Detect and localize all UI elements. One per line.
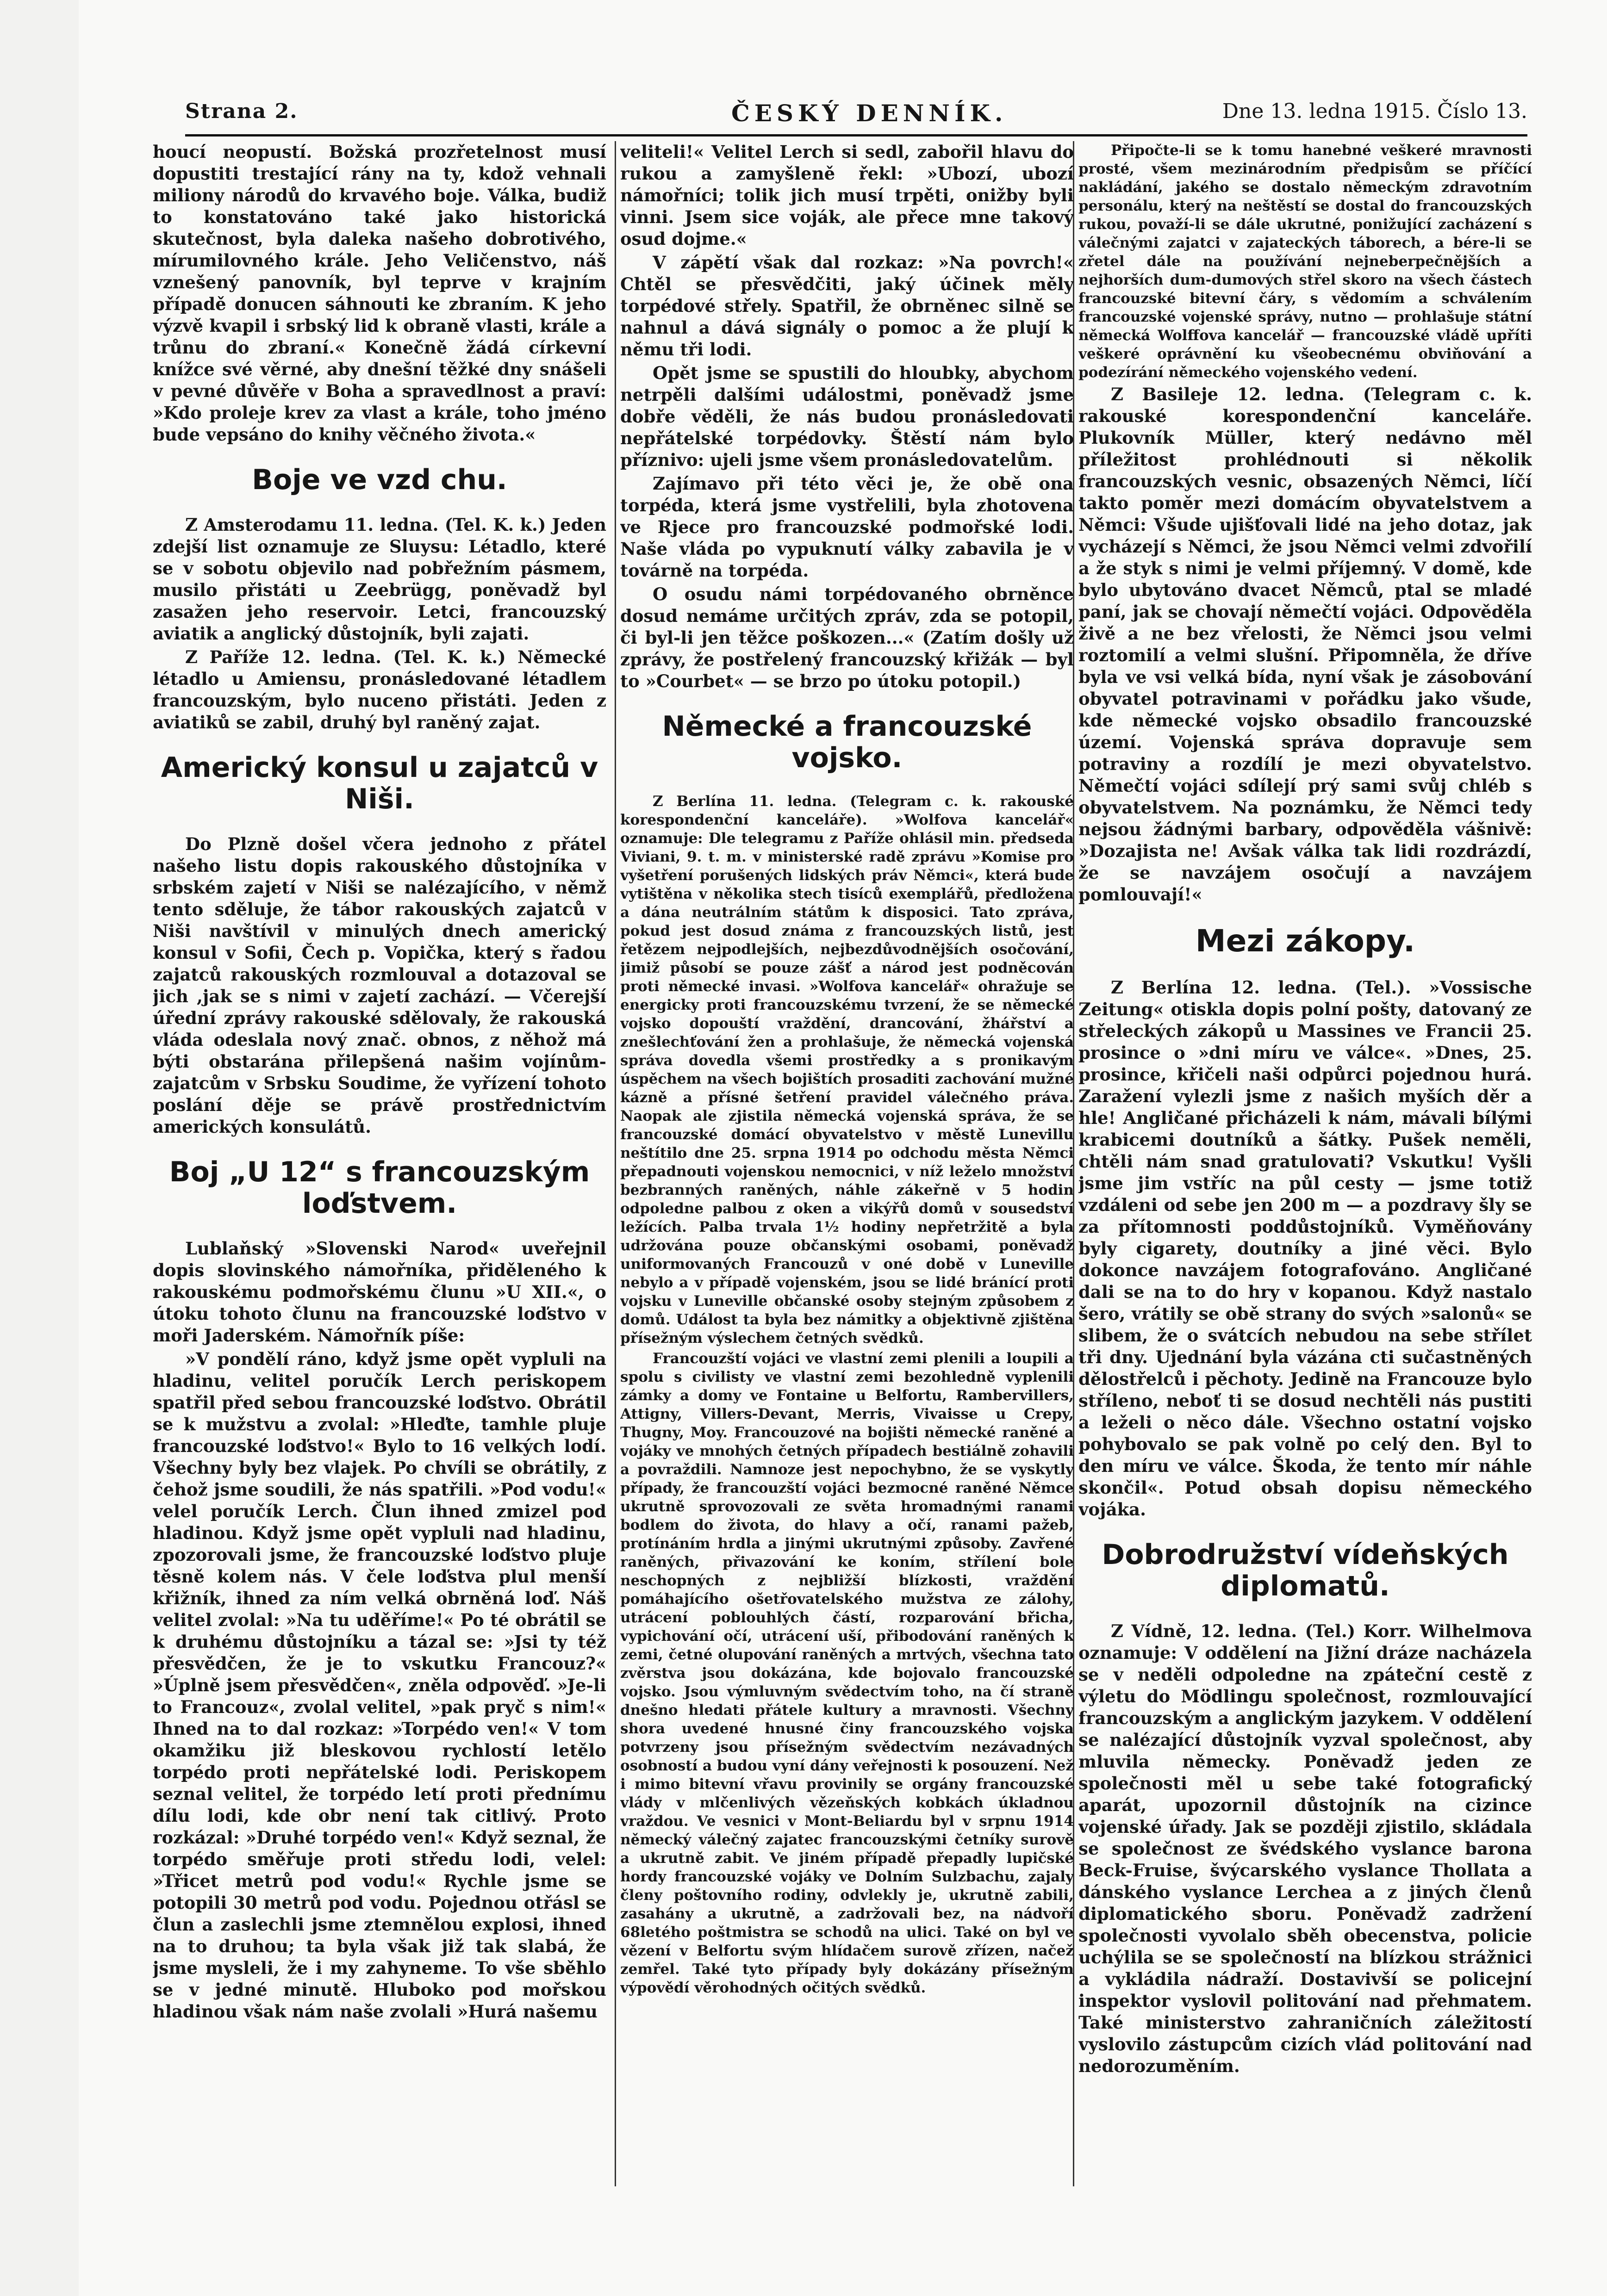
article-text: Z Basileje 12. ledna. (Telegram c. k. rakouské korespondenční kanceláře. Plukovník Müller, který nedávno měl příležitost prohlédnouti si několik francouzských vesnic, obsazených Němci, líčí takto poměr mezi domácím obyvatelstvem a Němci: Všude ujišťovali lidé na jeho dotaz, jak vycházejí s Němci, že jsou Němci velmi zdvořilí a že styk s nimi je velmi příjemný. V domě, kde bylo ubytováno dvacet Němců, ptal se mladé paní, jak se chovají němečtí vojáci. Odpověděla živě a ne bez vřelosti, že Němci jsou velmi roztomilí a velmi slušní. Připomněla, že dříve byla ve vsi velká bída, nyní však je zásobování obyvatel potravinami v pořádku jako všude, kde německé vojsko obsadilo francouzské území. Vojenská správa dopravuje sem potraviny a rozdílí je mezi obyvatelstvo. Němečtí vojáci sdílejí prý sami svůj chléb s obyvatelstvem. Na poznámku, že Němci tedy nejsou žádnými barbary, odpověděla vášnivě: »Dozajista ne! Avšak válka tak lidi rozdrázdí, že se navzájem osočují a navzájem pomlouvají!« [1078, 384, 1532, 905]
column-2 [620, 141, 1074, 2199]
article-text: V zápětí však dal rozkaz: »Na povrch!« Chtěl se přesvědčiti, jaký účinek měly torpédové střely. Spatřil, že obrněnec silně se nahnul a dává signály o pomoc a že plují k němu tři lodi. [620, 252, 1074, 360]
headline: Německé a francouzské vojsko. [662, 710, 1032, 774]
headline: Mezi zákopy. [1195, 923, 1415, 959]
page-header [185, 99, 1527, 127]
article-text: Z Berlína 12. ledna. (Tel.). »Vossische Zeitung« otiskla dopis polní pošty, datovaný ze střeleckých zákopů u Massines ve Francii 25. prosince o »dni míru ve válce«. »Dnes, 25. prosince, křičeli naši odpůrci pojednou hurá. Zaražení vylezli jsme z našich myších děr a hle! Angličané přicházeli k nám, mávali bílými krabicemi doutníků a šátky. Pušek neměli, chtěli nám snad gratulovati? Vskutku! Vyšli jsme jim vstříc na půl cesty — jsme totiž vzdáleni od sebe jen 200 m — a pozdravy šly se za přítomnosti poddůstojníků. Vyměňovány byly cigarety, doutníky a jiné věci. Bylo dokonce navzájem fotografováno. Angličané dali se na to do hry v kopanou. Když nastalo šero, vrátily se obě strany do svých »salonů« se slibem, že o svátcích nebudou na sebe střílet tři dny. Ujednání byla vázána cti sučastněných dělostřelců i pěchoty. Jedině na Francouze bylo stříleno, neboť ti se dosud nechtěli nás pustiti a leželi o něco dále. Všechno ostatní vojsko pohybovalo se pak volně po celý den. Byl to den míru ve válce. Škoda, že tento mír náhle skončil«. Potud obsah dopisu německého vojáka. [1078, 977, 1532, 1520]
column-1 [153, 141, 606, 2199]
scan-edge [0, 0, 79, 2296]
column-divider [615, 141, 616, 2186]
article-text: Z Berlína 11. ledna. (Telegram c. k. rakouské korespondenční kanceláře). »Wolfova kancelář« oznamuje: Dle telegramu z Paříže ohlásil min. předseda Viviani, 9. t. m. v ministerské radě zprávu »Komise pro vyšetření porušených lidských práv Němci«, která bude vytištěna v několika stech tisíců exemplářů, předložena a dána neutrálním státům k disposici. Tato zpráva, pokud jest dosud známa z francouzských listů, jest řetězem nejpodlejších, nejbezdůvodnějších osočování, jimiž působí se pouze zášť a národ jest podněcován proti německé invasi. »Wolfova kancelář« ohražuje se energicky proti francouzskému tvrzení, že se německé vojsko dopouští vraždění, drancování, žhářství a znešlechťování žen a prohlašuje, že německá vojenská správa dovedla všemi prostředky a s pronikavým úspěchem na všech bojištích prosaditi zachování mužné kázně a přísné šetření pravidel válečného práva. Naopak ale zjistila německá vojenská správa, že se francouzské domácí obyvatelstvo v městě Lunevillu neštítilo dne 25. srpna 1914 po odchodu města Němci přepadnouti vojenskou nemocnici, v níž leželo množství bezbranných raněných, náhle zákeřně v 5 hodin odpoledne palbou z oken a vikýřů domů v sousedství ležících. Palba trvala 1½ hodiny nepřetržitě a byla udržována pouze občanskými osobami, poněvadž uniformovaných Francouzů v oné době v Luneville nebylo a v případě vojenském, jsou se lidé bránící proti vojsku v Luneville občanské osoby stejným způsobem z domů. Událost ta byla bez námitky a objektivně zjištěna přísežným výslechem četných svědků. [620, 793, 1074, 1347]
headline: Dobrodružství vídeňských diplomatů. [1102, 1539, 1509, 1602]
issue-date: Dne 13. ledna 1915. Číslo 13. [1222, 99, 1527, 123]
headline: Boje ve vzd chu. [252, 464, 507, 496]
article-text: O osudu námi torpédovaného obrněnce dosud nemáme určitých zpráv, zda se potopil, či byl-li jen těžce poškozen...« (Zatím došly už zprávy, že postřelený francouzský křižák — byl to »Courbet« — se brzo po útoku potopil.) [620, 584, 1074, 691]
headline: Americký konsul u zajatců v Niši. [161, 751, 598, 815]
column-3 [1078, 141, 1532, 2199]
article-text: Do Plzně došel včera jednoho z přátel našeho listu dopis rakouského důstojníka v srbském zajetí v Niši se nalézajícího, v němž tento sděluje, že tábor rakouských zajatců v Niši navštívil v minulých dnech americký konsul v Sofii, Čech p. Vopička, který s řadou zajatců rakouských rozmlouval a dotazoval se jich ,jak se s nimi v zajetí zachází. — Včerejší úřední zprávy rakouské sdělovaly, že rakouská vláda odeslala nový znač. obnos, z něhož má býti obstarána přilepšená našim vojínům-zajatcům v Srbsku Soudime, že vyřízení tohoto poslání děje se právě prostřednictvím amerických konsulátů. [153, 834, 606, 1137]
article-text: veliteli!« Velitel Lerch si sedl, zabořil hlavu do rukou a zamyšleně řekl: »Ubozí, ubozí námořníci; tolik jich musí trpěti, onižby byli vinni. Jsem sice voják, ale přece mne takový osud dojme.« [620, 142, 1074, 249]
article-text: Lublaňský »Slovenski Narod« uveřejnil dopis slovinského námořníka, přiděleného k rakouskému podmořskému člunu »U XII.«, o útoku tohoto člunu na francouzské loďstvo v moři Jaderském. Námořník píše: [153, 1238, 606, 1346]
article-text: Francouzští vojáci ve vlastní zemi plenili a loupili a spolu s civilisty ve vlastní zemi bezohledně vyplenili zámky a domy ve Fontaine u Belfortu, Rambervillers, Attigny, Villers-Devant, Merris, Vivaisse u Crepy, Thugny, Moy. Francouzové na bojišti německé raněné a vojáky ve mnohých četných případech bestiálně zohavili a povraždili. Namnoze jest nepochybno, že se vyskytly případy, že francouzští vojáci bezmocné raněné Němce ukrutně sprovozovali ze světa hromadnými ranami bodlem do života, do hlavy a očí, ranami pažeb, protínáním hrdla a jinými ukrutnými způsoby. Zavřené raněných, přivazování ke koním, střílení bole neschopných z nejbližší blízkosti, vraždění pomáhajícího ošetřovatelského mužstva ze zálohy, utrácení poblouhlých částí, rozparování břicha, vypichování očí, utrácení uší, přibodování raněných k zemi, četné olupování raněných a mrtvých, všechna tato zvěrstva jsou dokázána, kde bojovalo francouzské vojsko. Jsou výmluvným svědectvím toho, na čí straně dnešno hledati přátele kultury a mravnosti. Všechny shora uvedené hnusné činy francouzského vojska potvrzeny jsou přísežným svědectvím nezávadných osobností a budou vyní dány veřejnosti k posouzení. Než i mimo bitevní vřavu provinily se orgány francouzské vlády v mlčenlivých vězeňských kobkách úkladnou vraždou. Ve vesnici v Mont-Beliardu byl v srpnu 1914 německý válečný zajatec francouzskými četníky surově a ukrutně zabit. Ve jiném případě přepadly lupičské hordy francouzské vojáky ve Dolním Sulzbachu, zajaly členy poštovního rodiny, odvlekly je, ukrutně zabili, zasahány a ukrutně, a zadržovali bez, na nádvoří 68letého poštmistra se schodů na ulici. Také on byl ve vězení v Belfortu svým hlídačem surově zřízen, načež zemřel. Také tyto případy byly dokázány přísežným výpovědí věrohodných očitých svědků. [620, 1350, 1074, 1996]
page-number: Strana 2. [185, 99, 298, 123]
article-text: Z Vídně, 12. ledna. (Tel.) Korr. Wilhelmova oznamuje: V oddělení na Jižní dráze nacházela se v neděli odpoledne na zpáteční cestě z výletu do Mödlingu společnost, rozmlouvající francouzským a anglickým jazykem. V oddělení se nalézající důstojník vyzval společnost, aby mluvila německy. Poněvadž jeden ze společnosti měl u sebe také fotografický aparát, upozornil důstojník na cizince vojenské úřady. Jak se později zjistilo, skládala se společnost ze švédského vyslance barona Beck-Fruise, švýcarského vyslance Thollata a dánského vyslance Lerchea a z jiných členů diplomatického sboru. Poněvadž zadržení společnosti vyvolalo sběh obecenstva, policie uchýlila se se společností na blízkou strážnici a vykládila nádraží. Dostavivší se policejní inspektor vyslovil politování nad přehmatem. Také ministerstvo zahraničních záležitostí vyslovilo zástupcům cizích vlád politování nad nedorozuměním. [1078, 1621, 1532, 2076]
headline: Boj „U 12“ s francouzským loďstvem. [169, 1156, 590, 1220]
article-text: Opět jsme se spustili do hloubky, abychom netrpěli dalšími událostmi, poněvadž jsme dobře věděli, že nás budou pronásledovati nepřátelské torpédovky. Štěstí nám bylo příznivo: ujeli jsme všem pronásledovatelům. [620, 363, 1074, 470]
article-text: »V pondělí ráno, když jsme opět vypluli na hladinu, velitel poručík Lerch periskopem spatřil před sebou francouzské loďstvo. Obrátil se k mužstvu a zvolal: »Hleďte, tamhle pluje francouzské loďstvo!« Bylo to 16 velkých lodí. Všechny byly bez vlajek. Po chvíli se obrátily, z čehož jsme soudili, že nás spatřili. »Pod vodu!« velel poručík Lerch. Člun ihned zmizel pod hladinou. Když jsme opět vypluli nad hladinu, zpozorovali jsme, že francouzské loďstvo pluje těsně kolem nás. V čele loďstva plul menší křižník, ihned za ním velká obrněná loď. Náš velitel zvolal: »Na tu uděříme!« Po té obrátil se k druhému důstojníku a tázal se: »Jsi ty též přesvědčen, že je to vskutku Francouz?« »Úplně jsem přesvědčen«, zněla odpověď. »Je-li to Francouz«, zvolal velitel, »pak pryč s nim!« Ihned na to dal rozkaz: »Torpédo ven!« V tom okamžiku již bleskovou rychlostí letělo torpédo proti nepřátelské lodi. Periskopem seznal velitel, že torpédo letí proti přednímu dílu lodi, kde obr není tak citlivý. Proto rozkázal: »Druhé torpédo ven!« Když seznal, že torpédo směřuje proti středu lodi, velel: »Třicet metrů pod vodu!« Rychle jsme se potopili 30 metrů pod vodu. Pojednou otřásl se člun a zaslechli jsme ztemnělou explosi, ihned na to druhou; ta byla však již tak slabá, že jsme mysleli, že i my zahyneme. To vše sběhlo se v jedné minutě. Hluboko pod mořskou hladinou však nám naše zvolali »Hurá našemu [153, 1349, 606, 2022]
header-rule [185, 134, 1527, 137]
article-text: Z Paříže 12. ledna. (Tel. K. k.) Německé létadlo u Amiensu, pronásledované létadlem francouzským, bylo nuceno přistáti. Jeden z aviatiků se zabil, druhý byl raněný zajat. [153, 647, 606, 732]
article-text: houcí neopustí. Božská prozřetelnost musí dopustiti trestající rány na ty, kdož vehnali miliony národů do krvavého boje. Válka, budiž to konstatováno také jako historická skutečnost, byla daleka našeho dobrotivého, mírumilovného krále. Jeho Veličenstvo, náš vznešený panovník, byl teprve v krajním případě donucen sáhnouti ke zbraním. K jeho výzvě kvapil i srbský lid k obraně vlasti, krále a trůnu do zbraní.« Konečně žádá církevní knížce své věrné, aby dnešní těžké dny snášeli v pevné důvěře v Boha a spravedlnost a praví: »Kdo proleje krev za vlast a krále, toho jméno bude vepsáno do knihy věčného života.« [153, 142, 606, 445]
article-text: Z Amsterodamu 11. ledna. (Tel. K. k.) Jeden zdejší list oznamuje ze Sluysu: Létadlo, které se v sobotu objevilo nad pobřežním pásmem, musilo přistáti u Zeebrügg, poněvadž byl zasažen jeho reservoir. Letci, francouzský aviatik a anglický důstojník, byli zajati. [153, 515, 606, 644]
article-text: Připočte-li se k tomu hanebné veškeré mravnosti prosté, všem mezinárodním předpisům se příčící nakládání, jakého se dostalo německým zdravotním personálu, který na neštěstí se dostal do francouzských rukou, považí-li se dále ukrutné, ponižující zacházení s válečnými zajatci v zajateckých táborech, a bére-li se zřetel dále na používání nejneberpečnějších a nejhorších dum-dumových střel skoro na všech částech francouzské bitevní čáry, s vědomím a schválením francouzské vojenské správy, nutno — prohlašuje státní německá Wolffova kancelář — francouzské vládě upříti veškeré oprávnění ku všeobecnému obviňování a podezírání německého vojenského vedení. [1078, 142, 1532, 381]
article-text: Zajímavo při této věci je, že obě ona torpéda, která jsme vystřelili, byla zhotovena ve Rjece pro francouzské podmořské lodi. Naše vláda po vypuknutí války zabavila je v továrně na torpéda. [620, 473, 1074, 581]
masthead-title: ČESKÝ DENNÍK. [731, 99, 1008, 127]
